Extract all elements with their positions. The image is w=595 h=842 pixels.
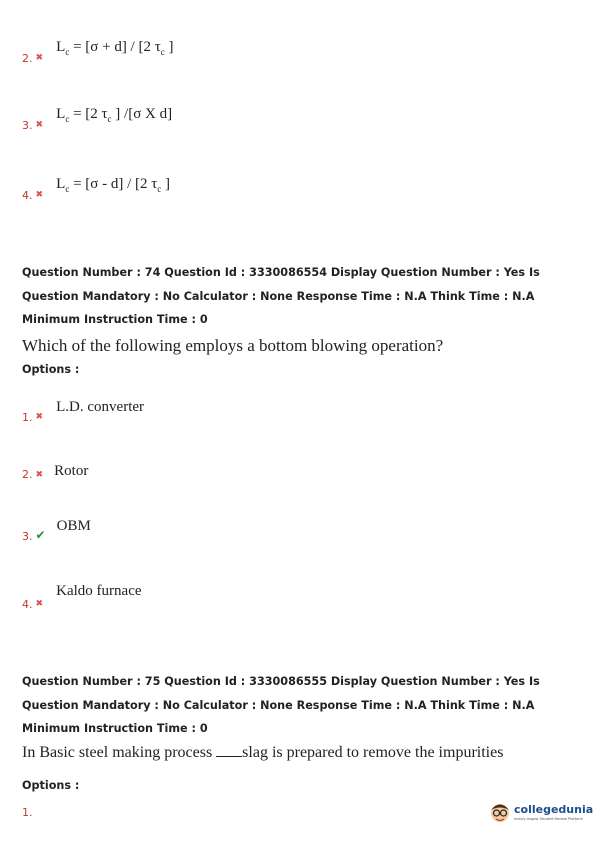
formula: $L_c = [2$ $\tau_c$ ] /[σ X d] [56,106,173,124]
q74-option-4 [22,580,142,611]
cross-icon: ✖ [35,190,44,200]
option-text: OBM [56,518,91,534]
logo-text-block [514,803,593,821]
question-75-text-before: In Basic steel making process [22,744,217,761]
question-74-text: Which of the following employs a bottom blowing operation? [22,336,444,355]
mascot-icon [489,799,511,825]
formula: $L_c = [\sigma - d] / [2$ $\tau_c$ ] [56,176,171,194]
option-number: 1. [22,411,33,424]
option-number: 4. [22,598,33,611]
options-label: Options : [22,363,80,376]
question-75-text-after: slag is prepared to remove the impurities [242,744,504,761]
question-75-meta: Question Number : 75 Question Id : 3330086555 Display Question Number : Yes Is Question Mandatory : No Calculator : None Response Time : N.A Think Time : N.A Minimum Instruction Time : 0 [22,675,540,735]
logo-name: collegedunia [514,803,594,816]
collegedunia-logo [489,799,593,825]
question-74-meta: Question Number : 74 Question Id : 3330086554 Display Question Number : Yes Is Question Mandatory : No Calculator : None Response Time : N.A Think Time : N.A Minimum Instruction Time : 0 [22,266,540,326]
option-number: 1. [22,806,33,819]
prev-option-4 [22,173,171,202]
answer-blank [216,745,242,757]
options-label: Options : [22,779,80,792]
option-number: 4. [22,189,33,202]
prev-option-3 [22,103,173,132]
q74-option-2 [22,460,88,480]
cross-icon: ✖ [35,599,44,609]
option-number: 3. [22,530,33,543]
option-text: Kaldo furnace [56,583,142,599]
prev-option-2 [22,36,174,65]
option-text: Rotor [54,463,89,479]
option-number: 3. [22,119,33,132]
option-number: 2. [22,52,33,65]
question-75-text [22,744,503,762]
cross-icon: ✖ [35,470,44,480]
formula: $L_c = [\sigma + d] / [2$ $\tau_c$ ] [56,39,174,57]
check-icon: ✔ [35,528,46,542]
option-number: 2. [22,468,33,481]
q74-option-3 [22,515,91,543]
cross-icon: ✖ [35,120,44,130]
cross-icon: ✖ [35,53,44,63]
logo-tagline: India's largest Student Review Platform [514,817,583,821]
cross-icon: ✖ [35,412,44,422]
q74-option-1 [22,396,145,424]
option-text: L.D. converter [56,399,145,415]
